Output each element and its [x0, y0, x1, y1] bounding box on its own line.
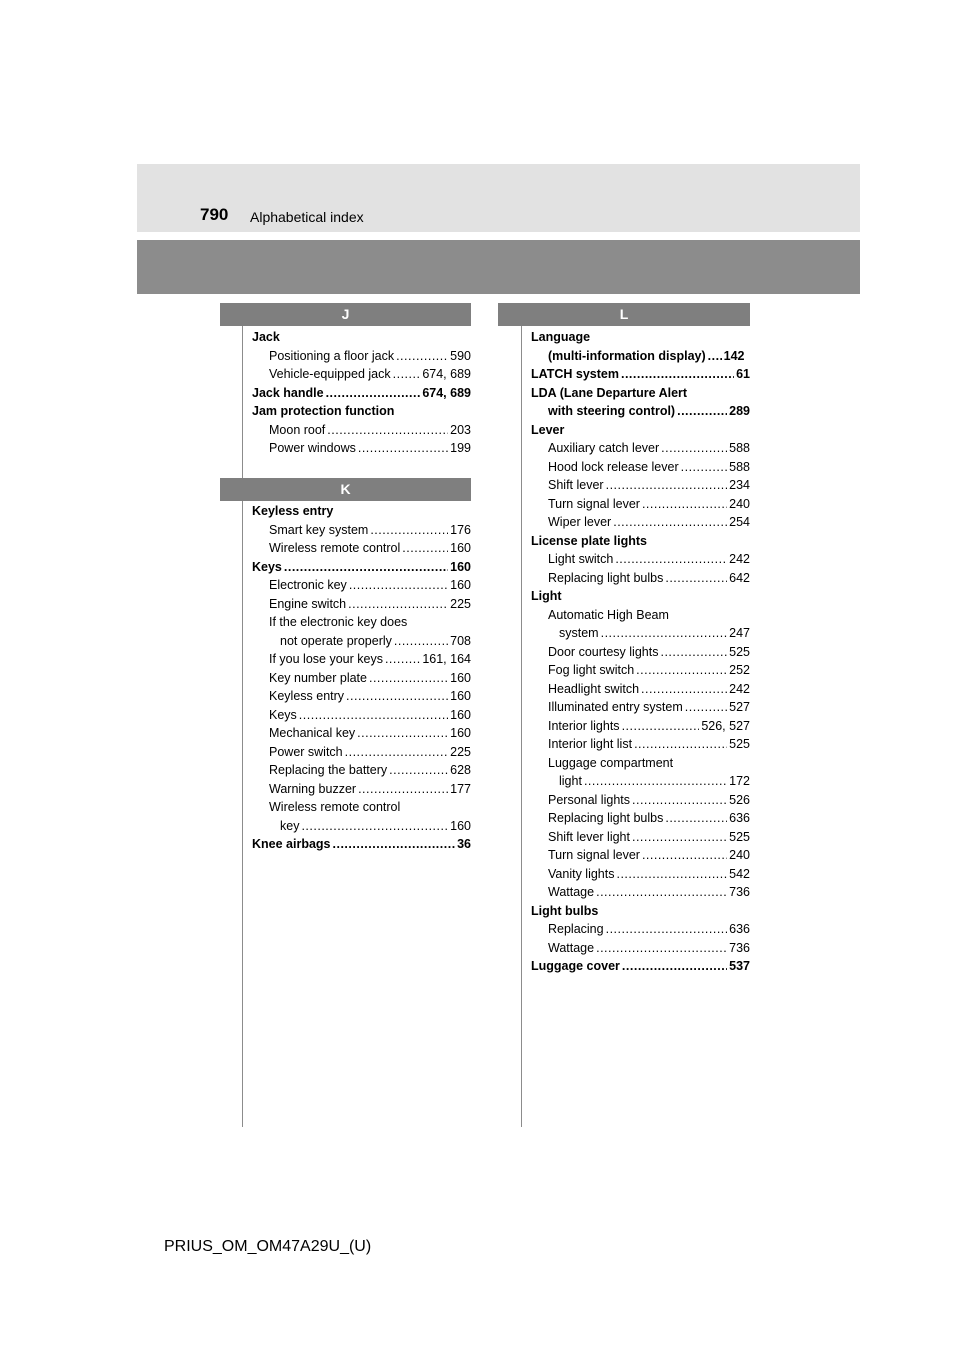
index-entry-label: with steering control): [548, 404, 676, 418]
page-number: 790: [200, 205, 229, 224]
index-entry: [531, 495, 750, 514]
index-entry: [531, 828, 750, 847]
dot-leader: [345, 743, 449, 762]
index-entry-label: Shift lever: [548, 478, 604, 492]
page-reference: 177: [450, 781, 471, 796]
dot-leader: [358, 439, 448, 458]
index-entry-label: Warning buzzer: [269, 781, 357, 796]
page-reference: 61: [736, 367, 750, 381]
page-reference: 289: [729, 404, 750, 418]
index-entry-label: Luggage compartment: [548, 755, 674, 770]
index-entry-label: Jam protection function: [252, 404, 395, 418]
dot-leader: [636, 661, 727, 680]
index-entry-label: Power switch: [269, 744, 343, 759]
index-entry: [531, 421, 750, 440]
chapter-band: [137, 240, 860, 294]
dot-leader: [596, 883, 727, 902]
index-entry-label: Wattage: [548, 940, 595, 955]
dot-leader: [284, 558, 448, 577]
index-entry: [531, 680, 750, 699]
index-entry-label: Replacing the battery: [269, 763, 388, 777]
index-entry-label: Jack handle: [252, 385, 324, 400]
index-entry: [531, 865, 750, 884]
page-reference: 160: [450, 578, 471, 592]
dot-leader: [584, 772, 727, 791]
index-entry-label: system: [559, 626, 599, 640]
dot-leader: [708, 347, 722, 366]
page-reference: 36: [457, 837, 471, 851]
dot-leader: [606, 920, 728, 939]
dot-leader: [299, 706, 448, 725]
dot-leader: [346, 687, 448, 706]
index-entry: [531, 458, 750, 477]
page-reference: 240: [729, 848, 750, 862]
index-entry: [531, 920, 750, 939]
index-entry-label: Automatic High Beam: [548, 607, 669, 622]
index-entry: [252, 595, 471, 614]
page-reference: 736: [729, 885, 750, 899]
dot-leader: [606, 476, 728, 495]
index-entry-label: Light bulbs: [531, 903, 599, 918]
index-entry: [531, 754, 750, 773]
dot-leader: [326, 384, 421, 403]
index-entry-label: Auxiliary catch lever: [548, 441, 660, 455]
index-entry-label: Mechanical key: [269, 726, 356, 740]
page-reference: 160: [450, 670, 471, 685]
page-reference: 674, 689: [422, 367, 471, 381]
index-entry: [252, 706, 471, 725]
index-entry-label: Smart key system: [269, 522, 369, 537]
index-entry: [531, 883, 750, 902]
index-entry-label: light: [559, 774, 582, 788]
index-entry: [252, 402, 471, 421]
index-entry: [252, 743, 471, 762]
page-reference: 642: [729, 570, 750, 585]
index-entry-label: LATCH system: [531, 367, 619, 381]
index-entry: [531, 365, 750, 384]
index-entry: [531, 384, 750, 403]
page-reference: 527: [729, 700, 750, 714]
index-entry: [531, 569, 750, 588]
page-reference: 542: [729, 866, 750, 881]
index-entry-label: Replacing light bulbs: [548, 811, 664, 825]
page-reference: 199: [450, 441, 471, 455]
index-entry-label: Moon roof: [269, 422, 326, 437]
dot-leader: [642, 846, 727, 865]
index-entry-label: Keyless entry: [269, 689, 345, 703]
dot-leader: [622, 957, 727, 976]
index-entry: [531, 717, 750, 736]
index-entry-label: Language: [531, 330, 591, 344]
index-entry-label: Turn signal lever: [548, 496, 640, 511]
index-entry: [252, 761, 471, 780]
dot-leader: [348, 595, 448, 614]
page-reference: 525: [729, 829, 750, 844]
dot-leader: [677, 402, 727, 421]
index-entry: [252, 724, 471, 743]
index-entry: [531, 772, 750, 791]
index-list-j: [252, 328, 471, 458]
index-list-l: [531, 328, 750, 976]
index-entry: [252, 365, 471, 384]
index-entry-label: If the electronic key does: [269, 615, 408, 629]
index-entry-label: Replacing light bulbs: [548, 570, 664, 585]
page-reference: 176: [450, 522, 471, 537]
index-entry-label: Turn signal lever: [548, 848, 640, 862]
header-band: [137, 164, 860, 232]
index-entry: [531, 513, 750, 532]
page-reference: 234: [729, 478, 750, 492]
index-entry-label: Knee airbags: [252, 837, 331, 851]
index-entry-label: If you lose your keys: [269, 652, 383, 666]
page-reference: 247: [729, 626, 750, 640]
page-reference: 160: [450, 726, 471, 740]
dot-leader: [393, 365, 421, 384]
page-reference: 225: [450, 744, 471, 759]
page-reference: 526: [729, 792, 750, 807]
page-reference: 142: [723, 348, 745, 363]
index-entry-label: Headlight switch: [548, 681, 640, 696]
index-entry-label: Wiper lever: [548, 515, 612, 529]
index-entry-label: (multi-information display): [548, 348, 706, 363]
dot-leader: [634, 735, 727, 754]
dot-leader: [665, 809, 727, 828]
index-entry-label: Vehicle-equipped jack: [269, 367, 391, 381]
column-divider-left: [242, 304, 243, 1127]
index-entry-label: Vanity lights: [548, 866, 615, 881]
dot-leader: [385, 650, 420, 669]
index-entry-label: Wireless remote control: [269, 541, 401, 555]
dot-leader: [632, 828, 727, 847]
index-entry-label: Electronic key: [269, 578, 347, 592]
dot-leader: [642, 495, 727, 514]
dot-leader: [389, 761, 448, 780]
page-reference: 588: [729, 459, 750, 474]
index-entry: [531, 550, 750, 569]
dot-leader: [301, 817, 448, 836]
index-entry: [252, 835, 471, 854]
index-entry-label: Key number plate: [269, 670, 367, 685]
dot-leader: [396, 347, 448, 366]
page-reference: 240: [729, 496, 750, 511]
dot-leader: [616, 865, 727, 884]
dot-leader: [349, 576, 448, 595]
page-reference: 254: [729, 515, 750, 529]
index-entry-label: Personal lights: [548, 792, 630, 807]
index-entry: [531, 476, 750, 495]
section-header-l: L: [498, 303, 750, 326]
dot-leader: [665, 569, 727, 588]
index-entry-label: not operate properly: [280, 633, 392, 648]
dot-leader: [615, 550, 727, 569]
index-entry: [531, 846, 750, 865]
index-entry: [252, 439, 471, 458]
index-entry: [252, 539, 471, 558]
index-entry: [252, 632, 471, 651]
dot-leader: [660, 643, 727, 662]
dot-leader: [394, 632, 448, 651]
page-reference: 252: [729, 663, 750, 677]
index-entry-label: Door courtesy lights: [548, 644, 659, 659]
index-entry-label: Shift lever light: [548, 829, 630, 844]
dot-leader: [327, 421, 448, 440]
dot-leader: [622, 717, 700, 736]
index-list-k: [252, 502, 471, 854]
page-reference: 590: [450, 348, 471, 363]
index-entry: [252, 613, 471, 632]
dot-leader: [333, 835, 456, 854]
page-reference: 160: [450, 689, 471, 703]
page-reference: 525: [729, 644, 750, 659]
index-entry: [252, 798, 471, 817]
index-entry: [531, 328, 750, 347]
index-entry-label: LDA (Lane Departure Alert: [531, 385, 688, 400]
page-reference: 636: [729, 811, 750, 825]
index-entry-label: Lever: [531, 422, 565, 437]
index-entry: [252, 650, 471, 669]
page-reference: 674, 689: [422, 385, 471, 400]
index-entry-label: License plate lights: [531, 533, 648, 548]
index-entry: [531, 624, 750, 643]
index-entry-label: Illuminated entry system: [548, 700, 683, 714]
index-entry: [531, 532, 750, 551]
index-entry: [531, 643, 750, 662]
index-entry: [531, 809, 750, 828]
index-entry: [252, 421, 471, 440]
index-entry-label: Positioning a floor jack: [269, 348, 395, 363]
index-entry: [531, 698, 750, 717]
dot-leader: [601, 624, 728, 643]
page-reference: 161, 164: [422, 652, 471, 666]
dot-leader: [596, 939, 727, 958]
index-entry: [531, 347, 750, 366]
index-entry-label: Light switch: [548, 552, 614, 566]
dot-leader: [369, 669, 448, 688]
index-entry: [531, 587, 750, 606]
index-entry: [252, 817, 471, 836]
page-reference: 160: [450, 559, 471, 574]
index-entry-label: key: [280, 818, 300, 833]
page-reference: 160: [450, 818, 471, 833]
index-entry: [252, 558, 471, 577]
page-reference: 203: [450, 422, 471, 437]
index-entry-label: Engine switch: [269, 596, 347, 611]
index-entry: [252, 687, 471, 706]
index-entry: [531, 439, 750, 458]
page-reference: 525: [729, 737, 750, 751]
index-entry-label: Keys: [269, 707, 297, 722]
index-entry: [531, 735, 750, 754]
page-reference: 628: [450, 763, 471, 777]
index-entry: [531, 791, 750, 810]
page-reference: 636: [729, 922, 750, 936]
index-entry: [252, 780, 471, 799]
page-reference: 736: [729, 940, 750, 955]
dot-leader: [402, 539, 448, 558]
index-entry-label: Luggage cover: [531, 959, 620, 973]
index-entry-label: Light: [531, 589, 562, 603]
index-entry: [531, 606, 750, 625]
index-entry-label: Keyless entry: [252, 504, 334, 518]
page-reference: 708: [450, 633, 471, 648]
index-entry: [531, 402, 750, 421]
dot-leader: [681, 458, 728, 477]
dot-leader: [632, 791, 727, 810]
dot-leader: [358, 780, 448, 799]
page-reference: 588: [729, 441, 750, 455]
dot-leader: [621, 365, 734, 384]
index-entry: [252, 576, 471, 595]
page-reference: 526, 527: [701, 718, 750, 733]
index-entry: [531, 902, 750, 921]
dot-leader: [357, 724, 448, 743]
page-reference: 160: [450, 707, 471, 722]
index-entry: [252, 328, 471, 347]
index-entry-label: Jack: [252, 330, 280, 344]
index-entry-label: Replacing: [548, 922, 604, 936]
page-reference: 537: [729, 959, 750, 973]
page-reference: 160: [450, 541, 471, 555]
index-entry-label: Interior lights: [548, 718, 620, 733]
column-divider-middle: [521, 304, 522, 1127]
index-entry-label: Hood lock release lever: [548, 459, 679, 474]
index-entry-label: Power windows: [269, 441, 356, 455]
dot-leader: [613, 513, 727, 532]
page-reference: 172: [729, 774, 750, 788]
dot-leader: [370, 521, 448, 540]
dot-leader: [685, 698, 727, 717]
page-reference: 225: [450, 596, 471, 611]
dot-leader: [641, 680, 727, 699]
index-entry-label: Wattage: [548, 885, 595, 899]
index-entry-label: Fog light switch: [548, 663, 635, 677]
index-entry-label: Keys: [252, 559, 282, 574]
index-entry: [531, 661, 750, 680]
page-reference: 242: [729, 552, 750, 566]
document-code: PRIUS_OM_OM47A29U_(U): [164, 1238, 372, 1255]
index-entry: [252, 669, 471, 688]
index-entry: [252, 502, 471, 521]
page-reference: 242: [729, 681, 750, 696]
index-entry-label: Wireless remote control: [269, 800, 401, 814]
index-entry: [252, 347, 471, 366]
section-header-k: K: [220, 478, 471, 501]
section-header-j: J: [220, 303, 471, 326]
index-entry: [252, 384, 471, 403]
dot-leader: [661, 439, 727, 458]
page-title: Alphabetical index: [250, 209, 364, 225]
index-entry-label: Interior light list: [548, 737, 633, 751]
index-entry: [531, 957, 750, 976]
index-entry: [531, 939, 750, 958]
index-entry: [252, 521, 471, 540]
